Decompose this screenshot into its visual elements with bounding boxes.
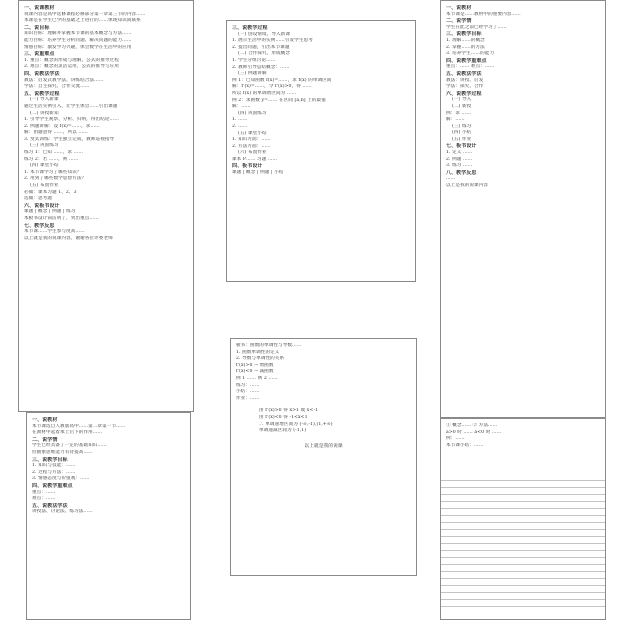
section-heading: 四、说教学重难点 [446,57,487,64]
text-line: (五) 作业 [452,136,472,142]
sheet-text [441,419,605,453]
text-line: ∴ 单调递增区间为 (-∞,-1),(1,+∞) [259,421,333,427]
section-heading: 二、说目标 [24,24,50,31]
text-line: 在教材中起着承上启下的作用…… [32,430,103,436]
text-line: (一) 导入新课 [30,97,59,103]
text-line: 必做：课本习题 1、2、3 [24,189,77,195]
text-line: 练习：…… [236,382,260,388]
section-heading: 一、说课教材 [24,5,55,11]
text-line: (四) 课堂小结 [30,163,59,169]
rule-line [441,480,605,481]
text-line: 以上是我的说课内容 [446,183,489,189]
section-heading: 一、说教材 [446,5,472,11]
rule-line [441,494,605,495]
text-line: 讲授法、讨论法、练习法…… [32,509,93,515]
text-line: 重点：…… 难点：…… [446,64,495,70]
text-line: 2. 过程与方法：…… [32,469,76,475]
rule-line [441,578,605,579]
text-line: ① 概念…… ② 方法…… [446,423,498,428]
text-line: …… [446,176,456,182]
text-line: 课题 | 概念 | 例题 | 小结 [232,170,284,176]
section-heading: 六、说板书设计 [24,202,60,209]
text-line: 1. 理解……的概念 [446,37,485,43]
text-line: f'(x)<0 → 减函数 [236,369,274,375]
text-line: 1. 学生分组讨论…… [232,57,276,63]
section-heading: 八、教学反思 [446,169,477,176]
text-line: 1. 引导学生观察、分析、归纳，得出结论…… [24,117,119,123]
text-line: 例 1：已知函数 f(x)=……，求 f(x) 的单调区间 [232,77,332,83]
section-heading: 四、板书设计 [232,163,263,170]
text-line: 小结：…… [236,389,260,395]
text-line: 1. …… [232,117,248,123]
text-line: 以上就是我的说课内容，谢谢各位评委老师 [24,235,113,241]
text-line: 1. 函数单调性的定义 [236,349,280,355]
text-line: 1. 定义 …… [446,150,473,156]
text-line: 2. 掌握……的方法 [446,44,485,50]
text-line: 教法：启发式教学法、讲练结合法…… [24,77,104,83]
text-line: 作业：…… [236,395,260,401]
section-heading: 六、说教学过程 [446,90,482,97]
text-line: 例：…… [446,436,465,442]
text-line: (六) 布置作业 [238,150,267,156]
text-line: 解：由题意得 ……，所以 …… [24,130,88,136]
text-line: 2. 导数与单调性的关系 [236,356,285,362]
section-heading: 三、说重难点 [24,51,55,58]
text-line: 由 f'(x)>0 得 x>1 或 x<-1 [259,408,319,414]
rule-line [441,564,605,565]
text-line: 通过生活实例引入，让学生体会……引出课题 [24,103,118,109]
sheet-text [227,21,415,181]
section-heading: 三、说教学过程 [232,25,268,31]
text-line: (三) 巩固练习 [30,143,59,149]
section-heading: 五、说教学过程 [24,90,60,97]
text-line: 本课是在学生已学的基础之上进行的……体现知识间联系 [24,18,141,24]
sheet-text [27,413,190,520]
text-line: 3. 情感态度与价值观：…… [32,476,90,482]
text-line: (二) 新授 [452,103,472,109]
text-line: (二) 合作探究，形成概念 [238,51,291,57]
text-line: 1. 重点：概念的形成与理解，公式的推导过程 [24,57,119,63]
text-line: (三) 练习 [452,123,472,129]
text-line: 本板书设计简洁明了，突出重点…… [24,216,99,221]
text-line: 练习 2：若 ……，则 …… [24,156,79,162]
text-line: 3. 变式训练：学生独立完成，教师巡视指导 [24,136,115,142]
text-line: (四) 巩固练习 [238,110,267,116]
text-line: 重点：…… [32,489,56,495]
rule-line [441,536,605,537]
sheet-text [231,339,416,406]
text-line: (五) 课堂小结 [238,130,267,136]
section-heading: 四、说教学重难点 [32,482,73,489]
text-line: 学生已经具备了一定的基础知识…… [32,443,107,449]
section-heading: 五、说教法学法 [32,502,68,509]
section-heading: 七、教学反思 [24,222,55,229]
ruled-lines [441,480,605,613]
text-line: (二) 讲授新知 [30,110,59,116]
section-heading: 一、说教材 [32,417,58,423]
text-line: 学法：探究、合作 [446,84,484,90]
text-line: (五) 布置作业 [30,183,59,189]
section-heading: 七、板书设计 [446,143,477,150]
text-line: f'(x)>0 → 增函数 [236,362,274,368]
handwritten-sheet-right-top [440,0,606,418]
rule-line [441,571,605,572]
text-line: 难点：…… [32,496,56,502]
handwritten-sheet-right-bottom [440,418,606,620]
text-line: 本节课小结：…… [446,442,484,448]
text-line: 但抽象思维能力有待提高…… [32,449,93,455]
handwritten-sheet-left-bottom [26,412,191,620]
text-line: 解：…… [446,117,465,123]
rule-line [441,585,605,586]
sheet-text [441,1,605,194]
text-line: 能力目标：培养学生分析问题、解决问题的能力…… [24,37,132,43]
text-line: 练习 1：已知 ……，求 …… [24,150,84,156]
text-line: 1. 展示生活中的实例……引发学生思考 [232,38,313,44]
handwritten-sheet-middle-bottom [230,338,417,576]
text-line: 2. 难点：概念的灵活运用，公式的推导与应用 [24,64,119,70]
text-line: 本节课……学生参与度高…… [24,229,85,235]
section-heading: 五、说教法学法 [446,70,482,77]
text-line: 例 1 …… 例 2 …… [236,375,278,381]
text-line: 单调递减区间为 (-1,1) [259,428,307,434]
rule-line [441,599,605,600]
rule-line [441,592,605,593]
text-line: 2. 方法方面：…… [232,143,271,149]
rule-line [441,487,605,488]
handwritten-sheet-middle-top [226,20,416,282]
text-line: 由 f'(x)<0 得 -1<x<1 [259,414,308,420]
text-line: (一) 创设情境，导入新课 [238,31,291,37]
text-line: 板书：函数的单调性与导数…… [236,343,302,348]
text-line: 2. 提出问题，引出本节课题 [232,44,290,50]
text-line: 学法：自主探究、合作交流…… [24,84,90,90]
text-line: 例 2：求函数 y=…… 在区间 [a,b] 上的最值 [232,97,326,103]
section-heading: 三、说教学目标 [446,31,482,38]
handwritten-sheet-left-top [18,0,194,412]
section-heading: 二、说学情 [32,436,58,443]
rule-line [441,543,605,544]
text-line: 情感目标：激发学习兴趣，体会数学在生活中的应用 [24,44,132,50]
text-line: 2. …… [232,123,248,129]
rule-line [441,522,605,523]
text-line: 解：…… [232,104,251,110]
rule-line [441,606,605,607]
text-line: 本节课是……教材中的重要内容…… [446,11,521,17]
rule-line [441,501,605,502]
text-line: 例：求 …… [446,110,471,116]
text-line: 本节课选自人教版高中……第二章第一节…… [32,423,126,429]
formula-block [231,406,416,438]
rule-line [441,515,605,516]
rule-line [441,508,605,509]
text-line: 2. 例题讲解：设 f(x)=……，求…… [24,123,100,129]
text-line: (四) 小结 [452,130,472,136]
sheet-footer: 以上就是我的说课 [304,443,343,449]
text-line: 选做：思考题 [24,196,53,202]
text-line: 1. 知识方面：…… [232,137,271,143]
text-line: 3. 练习 …… [446,163,473,169]
rule-line [441,550,605,551]
rule-line [441,557,605,558]
section-heading: 三、说教学目标 [32,456,68,463]
text-line: (三) 例题讲解 [238,71,267,77]
text-line: 所以 f(x) 的单调增区间为 …… [232,90,297,96]
rule-line [441,529,605,530]
text-line: 2. 教师引导总结概念：…… [232,64,290,70]
section-heading: 四、说教法学法 [24,70,60,77]
text-line: 2. 例题 …… [446,156,473,162]
text-line: 解：f'(x)=……，令 f'(x)>0，得 …… [232,84,312,90]
text-line: 课题 | 概念 | 例题 | 练习 [24,209,76,215]
text-line: 教法：讲授、启发 [446,77,484,83]
sheet-text [19,1,193,246]
text-line: 知识目标：理解并掌握本节课的基本概念与方法…… [24,31,132,37]
text-line: 学生在此之前已经学习了…… [446,24,507,30]
section-heading: 二、说学情 [446,18,472,25]
text-line: (一) 导入 [452,97,472,103]
text-line: 课本 P…… 习题 …… [232,156,278,162]
text-line: 说课内容是高中选修课程必修部分第一章第三节的内容…… [24,11,146,17]
text-line: 2. 用到了哪些数学思想方法？ [24,176,87,182]
text-line: 1. 本节课学习了哪些知识？ [24,169,82,175]
text-line: 3. 培养学生……的能力 [446,51,495,57]
text-line: 1. 知识与技能：…… [32,463,76,469]
text-line: a>0 时 …… a<0 时 …… [446,429,502,435]
